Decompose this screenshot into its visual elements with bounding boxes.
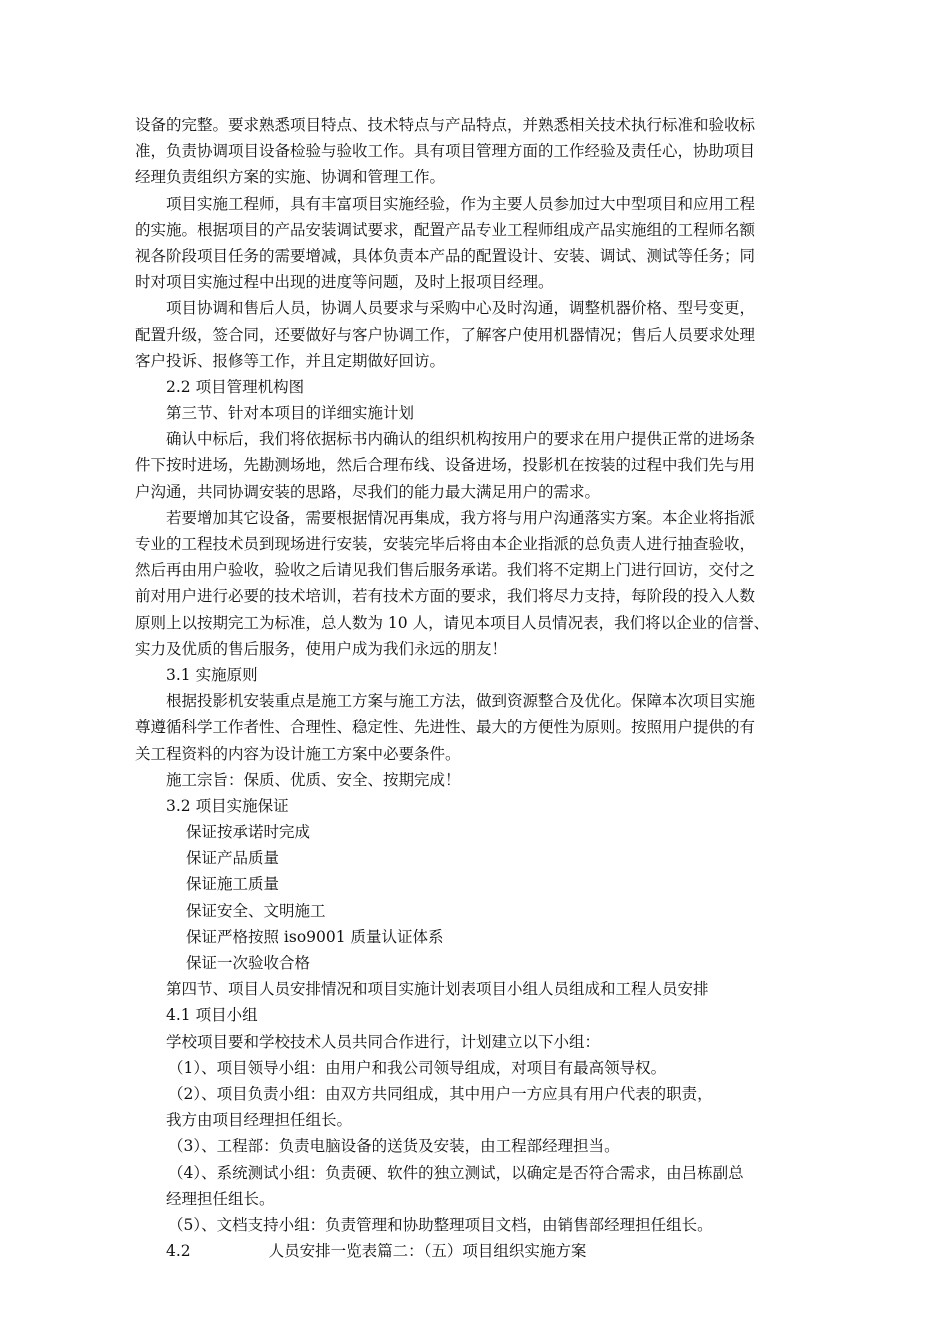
document-line: 若要增加其它设备，需要根据情况再集成，我方将与用户沟通落实方案。本企业将指派 (166, 508, 756, 527)
document-line: 4.1 项目小组 (166, 1006, 258, 1025)
document-line: （1）、项目领导小组：由用户和我公司领导组成，对项目有最高领导权。 (168, 1058, 667, 1077)
document-line: 第四节、项目人员安排情况和项目实施计划表项目小组人员组成和工程人员安排 (166, 980, 709, 999)
document-page (135, 112, 835, 1264)
document-line: 确认中标后，我们将依据标书内确认的组织机构按用户的要求在用户提供正常的进场条 (166, 430, 756, 449)
document-line: 准，负责协调项目设备检验与验收工作。具有项目管理方面的工作经验及责任心，协助项目 (135, 142, 756, 161)
document-line: 保证安全、文明施工 (186, 901, 326, 920)
document-line: 学校项目要和学校技术人员共同合作进行，计划建立以下小组： (166, 1032, 601, 1051)
section-heading-text: 人员安排一览表篇二：（五）项目组织实施方案 (268, 1242, 587, 1261)
document-line: （3）、工程部：负责电脑设备的送货及安装，由工程部经理担当。 (168, 1137, 620, 1156)
document-line: 设备的完整。要求熟悉项目特点、技术特点与产品特点，并熟悉相关技术执行标准和验收标 (135, 116, 756, 134)
document-line: 我方由项目经理担任组长。 (166, 1111, 353, 1130)
document-line: 3.1 实施原则 (166, 665, 258, 684)
document-line: 尊遵循科学工作者性、合理性、稳定性、先进性、最大的方便性为原则。按照用户提供的有 (135, 718, 756, 737)
document-line: 3.2 项目实施保证 (166, 796, 289, 815)
document-line: （5）、文档支持小组：负责管理和协助整理项目文档，由销售部经理担任组长。 (168, 1215, 713, 1234)
document-line: 项目协调和售后人员，协调人员要求与采购中心及时沟通，调整机器价格、型号变更， (166, 299, 756, 318)
document-line: 视各阶段项目任务的需要增减，具体负责本产品的配置设计、安装、调试、测试等任务；同 (135, 246, 756, 265)
document-line: 原则上以按期完工为标准，总人数为 10 人，请见本项目人员情况表，我们将以企业的信誉、 (135, 613, 770, 632)
document-line-last (135, 1238, 835, 1264)
document-line: （2）、项目负责小组：由双方共同组成，其中用户一方应具有用户代表的职责， (168, 1084, 713, 1103)
document-line: 的实施。根据项目的产品安装调试要求，配置产品专业工程师组成产品实施组的工程师名额 (135, 220, 756, 239)
document-line: 客户投诉、报修等工作，并且定期做好回访。 (135, 351, 446, 370)
document-line: 时对项目实施过程中出现的进度等问题，及时上报项目经理。 (135, 273, 554, 292)
document-line: 经理负责组织方案的实施、协调和管理工作。 (135, 168, 446, 187)
document-line: 2.2 项目管理机构图 (166, 377, 305, 396)
document-line: 关工程资料的内容为设计施工方案中必要条件。 (135, 744, 461, 763)
document-line: 保证一次验收合格 (186, 954, 311, 972)
document-line: 件下按时进场，先勘测场地，然后合理布线、设备进场，投影机在按装的过程中我们先与用 (135, 456, 756, 475)
document-line: 实力及优质的售后服务，使用户成为我们永远的朋友！ (135, 639, 508, 658)
document-line: 前对用户进行必要的技术培训，若有技术方面的要求，我们将尽力支持，每阶段的投入人数 (135, 587, 756, 606)
document-line: 专业的工程技术员到现场进行安装，安装完毕后将由本企业指派的总负责人进行抽查验收， (135, 535, 756, 553)
document-line: 第三节、针对本项目的详细实施计划 (166, 404, 415, 423)
document-line: 根据投影机安装重点是施工方案与施工方法，做到资源整合及优化。保障本次项目实施 (166, 692, 756, 711)
document-line: 经理担任组长。 (166, 1189, 275, 1208)
document-line: 然后再由用户验收，验收之后请见我们售后服务承诺。我们将不定期上门进行回访，交付之 (135, 561, 756, 580)
document-line: 施工宗旨：保质、优质、安全、按期完成！ (166, 770, 461, 789)
document-line: 保证严格按照 iso9001 质量认证体系 (186, 927, 444, 946)
document-body (135, 112, 835, 1238)
document-line: 保证施工质量 (186, 875, 280, 894)
document-line: 配置升级，签合同，还要做好与客户协调工作，了解客户使用机器情况；售后人员要求处理 (135, 325, 756, 344)
section-number: 4.2 (166, 1242, 191, 1261)
document-line: 保证产品质量 (186, 849, 280, 868)
document-line: 户沟通，共同协调安装的思路，尽我们的能力最大满足用户的需求。 (135, 482, 601, 501)
document-line: 保证按承诺时完成 (186, 823, 311, 842)
document-line: 项目实施工程师，具有丰富项目实施经验，作为主要人员参加过大中型项目和应用工程 (166, 194, 756, 213)
document-line: （4）、系统测试小组：负责硬、软件的独立测试，以确定是否符合需求，由吕栋副总 (168, 1163, 744, 1182)
